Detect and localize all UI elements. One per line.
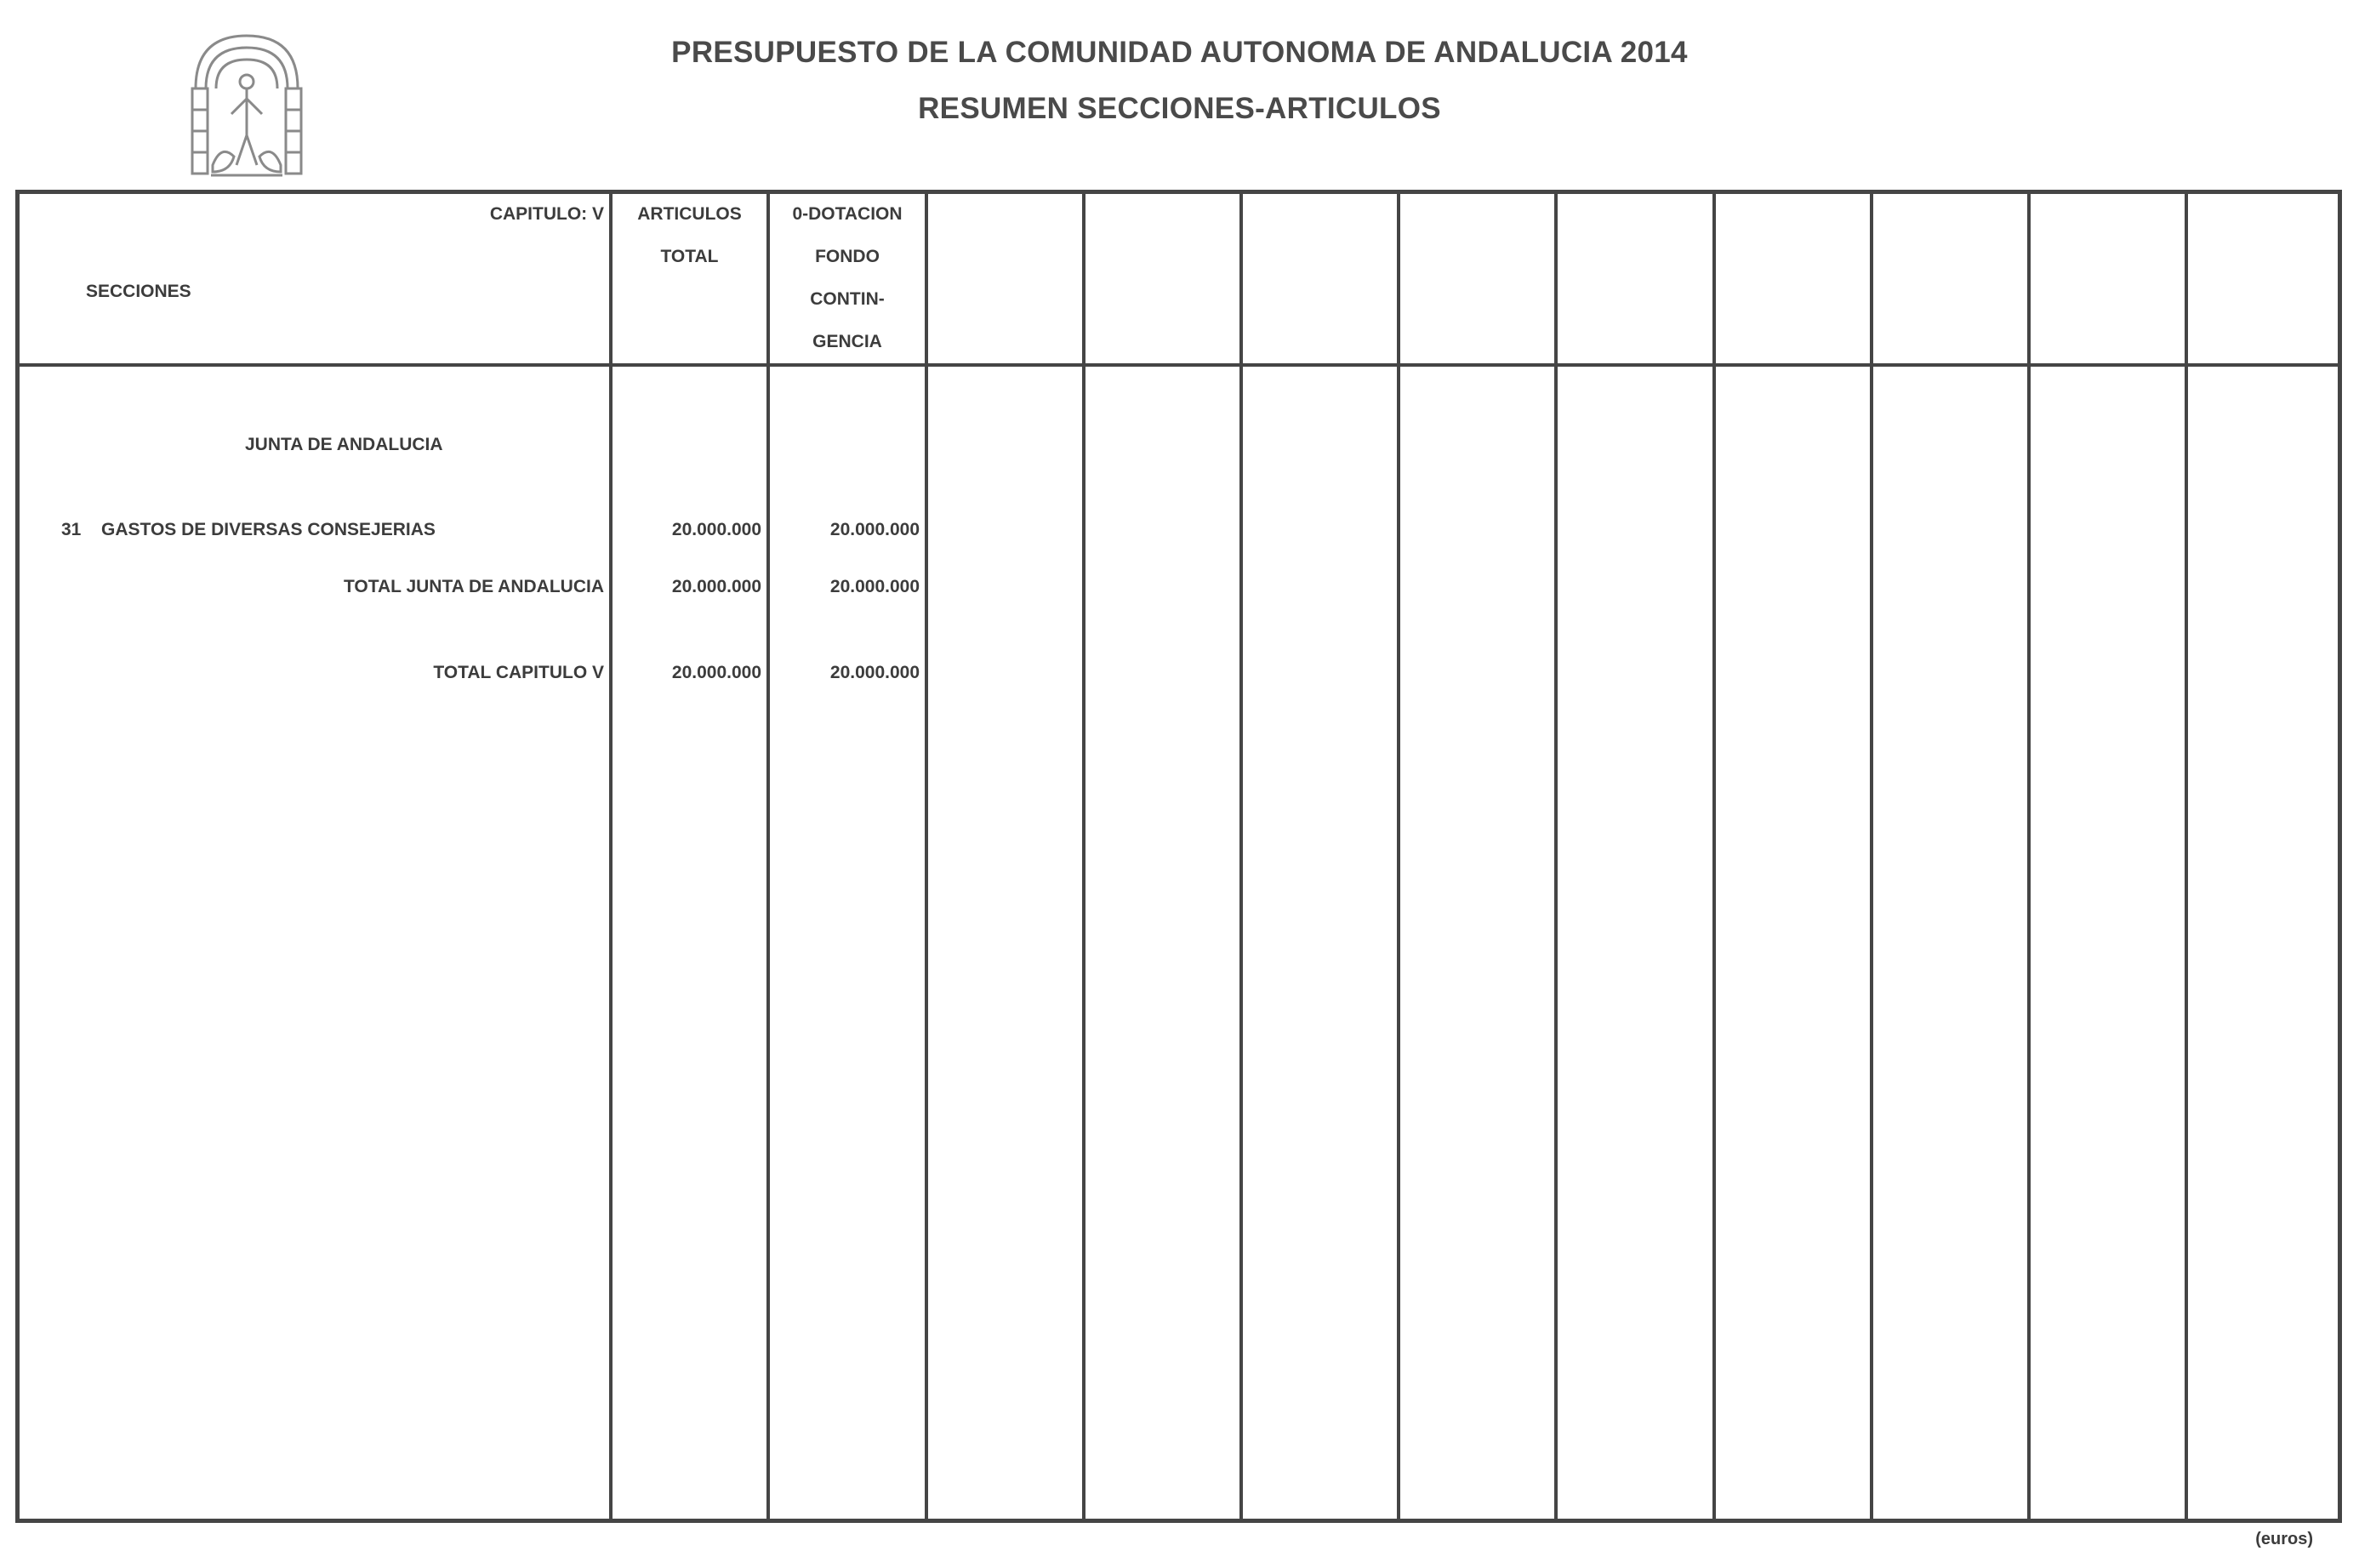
- contingency-fund-header-line1: 0-DOTACION: [792, 204, 903, 224]
- group-title: JUNTA DE ANDALUCIA: [245, 435, 443, 454]
- column-divider: [2027, 194, 2031, 1519]
- articles-total-header-line2: TOTAL: [660, 247, 719, 266]
- sections-header: SECCIONES: [86, 282, 191, 301]
- row-contingency-value: 20.000.000: [829, 520, 920, 539]
- contingency-fund-header-line2: FONDO: [815, 247, 880, 266]
- header-divider: [20, 363, 2338, 367]
- articles-total-header-line1: ARTICULOS: [637, 204, 742, 224]
- column-divider: [1554, 194, 1558, 1519]
- column-divider: [766, 194, 770, 1519]
- chapter-total-value: 20.000.000: [671, 663, 761, 682]
- column-divider: [1397, 194, 1400, 1519]
- column-divider: [925, 194, 928, 1519]
- junta-de-andalucia-coat-of-arms-icon: [187, 29, 306, 182]
- column-divider: [609, 194, 613, 1519]
- chapter-header: CAPITULO: V: [489, 204, 604, 224]
- group-total-label: TOTAL JUNTA DE ANDALUCIA: [343, 577, 604, 596]
- column-divider: [1712, 194, 1716, 1519]
- group-total-contingency-value: 20.000.000: [829, 577, 920, 596]
- row-code: 31: [61, 520, 82, 539]
- column-divider: [2185, 194, 2188, 1519]
- row-label: GASTOS DE DIVERSAS CONSEJERIAS: [101, 520, 436, 539]
- row-total-value: 20.000.000: [671, 520, 761, 539]
- group-total-value: 20.000.000: [671, 577, 761, 596]
- units-note: (euros): [2255, 1530, 2313, 1548]
- document-subtitle: RESUMEN SECCIONES-ARTICULOS: [918, 92, 1441, 125]
- contingency-fund-header-line4: GENCIA: [812, 332, 882, 351]
- column-divider: [1239, 194, 1243, 1519]
- chapter-total-contingency-value: 20.000.000: [829, 663, 920, 682]
- contingency-fund-header-line3: CONTIN-: [810, 289, 885, 309]
- chapter-total-label: TOTAL CAPITULO V: [433, 663, 604, 682]
- column-divider: [1082, 194, 1085, 1519]
- column-divider: [1870, 194, 1873, 1519]
- budget-summary-table: [15, 190, 2342, 1523]
- document-title: PRESUPUESTO DE LA COMUNIDAD AUTONOMA DE ANDALUCIA 2014: [671, 36, 1688, 69]
